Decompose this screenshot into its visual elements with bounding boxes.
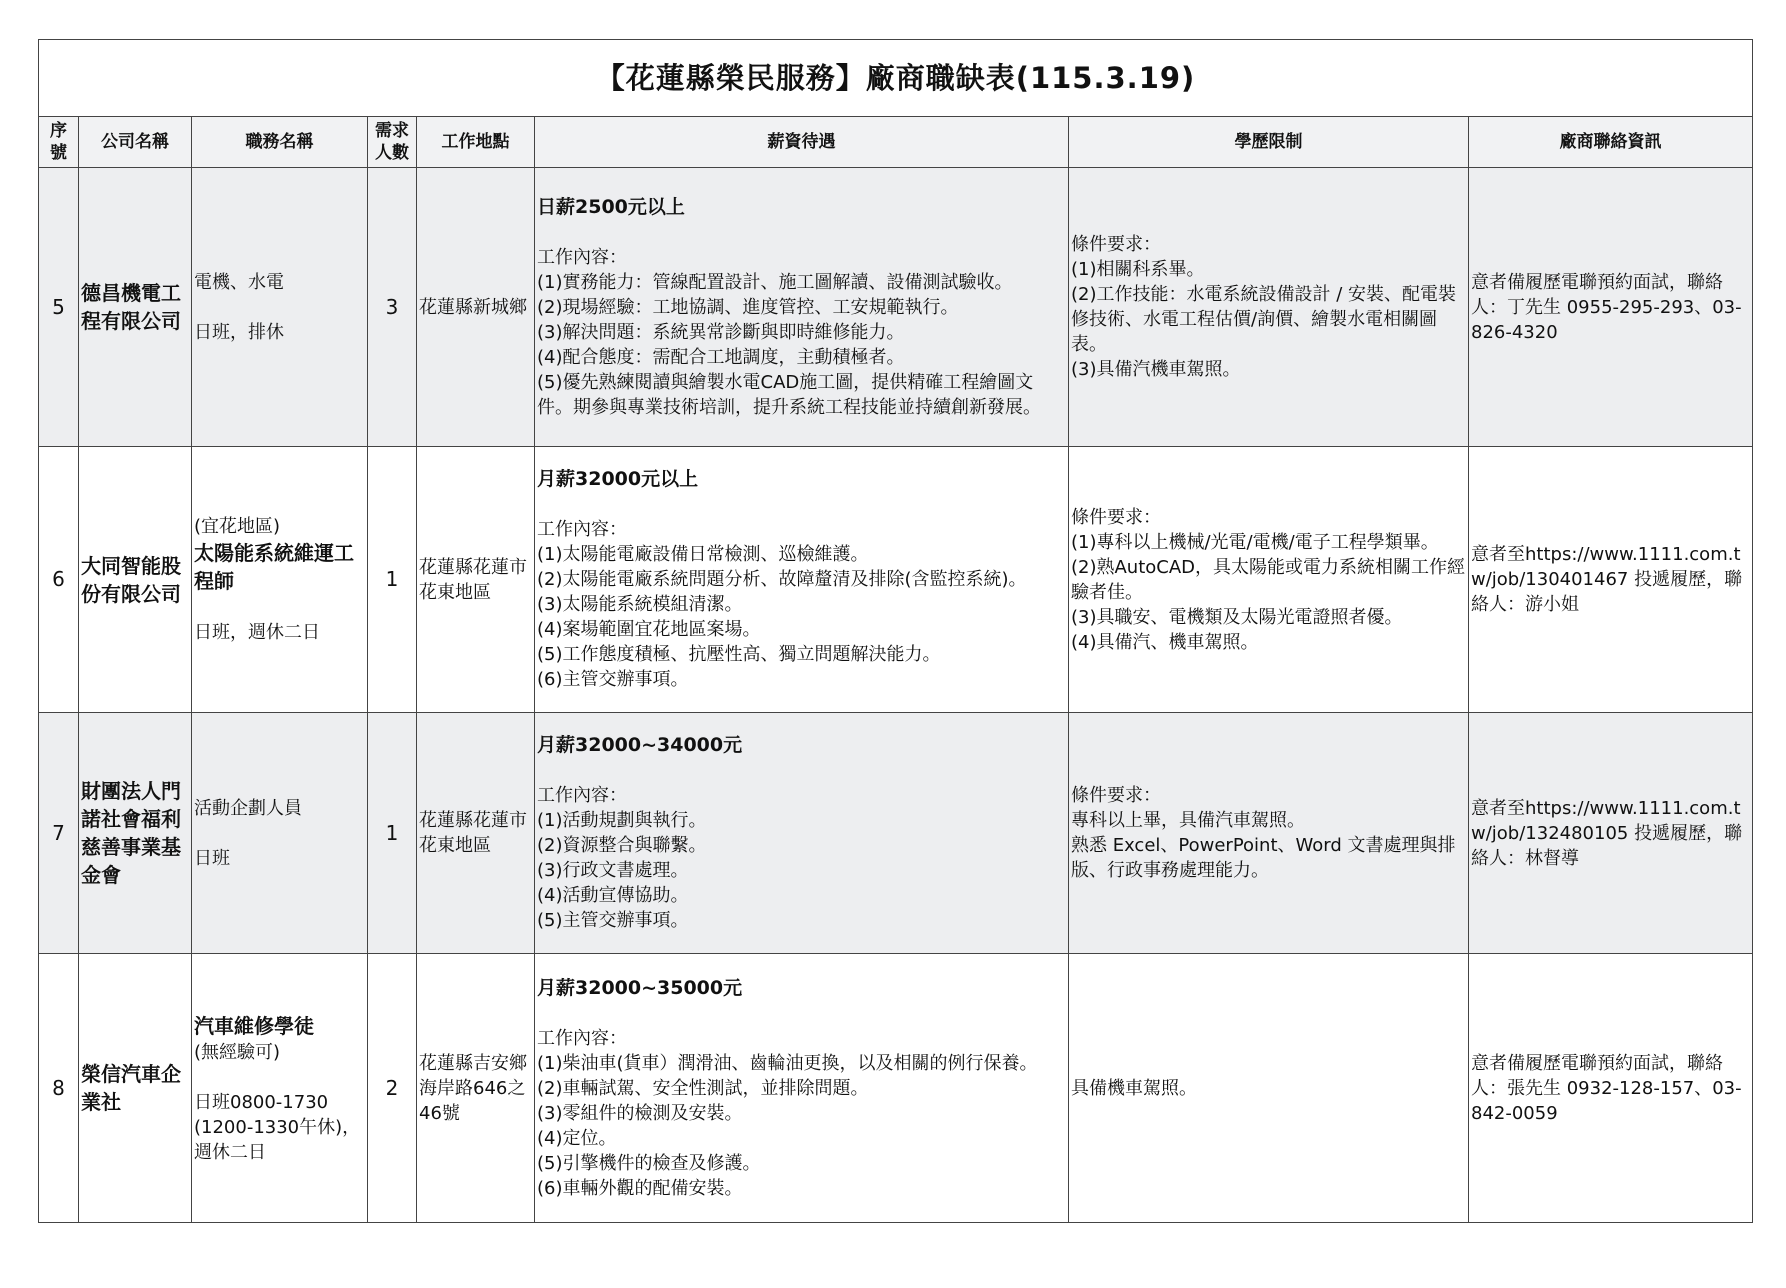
company-name: 財團法人門諾社會福利慈善事業基金會 xyxy=(79,713,192,954)
job-shift: 日班 xyxy=(194,847,230,869)
work-location: 花蓮縣花蓮市花東地區 xyxy=(417,713,535,954)
salary-details: 工作內容： (1)柴油車(貨車）潤滑油、齒輪油更換，以及相關的例行保養。 (2)車輛試駕、安全性測試，並排除問題。 (3)零組件的檢測及安裝。 (4)定位。 (5)引擎機件的檢查及修護。 (6)車輛外觀的配備安裝。 xyxy=(537,1027,1038,1199)
header-row xyxy=(39,117,1753,168)
table-row xyxy=(39,447,1753,713)
row-number: 7 xyxy=(39,713,79,954)
salary-cell xyxy=(535,447,1069,713)
salary-cell xyxy=(535,168,1069,447)
salary-headline: 日薪2500元以上 xyxy=(537,195,685,218)
header-no: 序 號 xyxy=(39,117,79,168)
job-shift: 日班，週休二日 xyxy=(194,622,320,643)
salary-cell xyxy=(535,954,1069,1223)
job-cell xyxy=(192,168,368,447)
job-shift: 日班，排休 xyxy=(194,321,284,343)
job-title: 電機、水電 xyxy=(194,271,284,293)
head-count: 2 xyxy=(368,954,417,1223)
job-title: 汽車維修學徒 xyxy=(194,1013,314,1038)
table-row xyxy=(39,713,1753,954)
salary-headline: 月薪32000~35000元 xyxy=(537,976,743,999)
table-row xyxy=(39,168,1753,447)
head-count: 3 xyxy=(368,168,417,447)
salary-headline: 月薪32000~34000元 xyxy=(537,734,743,756)
contact-info: 意者備履歷電聯預約面試，聯絡人：張先生 0932-128-157、03-842-0059 xyxy=(1469,954,1753,1223)
contact-info: 意者備履歷電聯預約面試，聯絡人：丁先生 0955-295-293、03-826-4320 xyxy=(1469,168,1753,447)
job-note: (無經驗可) xyxy=(194,1041,281,1063)
job-cell xyxy=(192,713,368,954)
education-requirements: 條件要求： (1)相關科系畢。 (2)工作技能：水電系統設備設計 / 安裝、配電裝修技術、水電工程估價/詢價、繪製水電相關圖表。 (3)具備汽機車駕照。 xyxy=(1069,168,1469,447)
header-count: 需求 人數 xyxy=(368,117,417,168)
page-title: 【花蓮縣榮民服務】廠商職缺表(115.3.19) xyxy=(39,40,1753,117)
header-contact: 廠商聯絡資訊 xyxy=(1469,117,1753,168)
head-count: 1 xyxy=(368,447,417,713)
header-company: 公司名稱 xyxy=(79,117,192,168)
header-location: 工作地點 xyxy=(417,117,535,168)
job-cell xyxy=(192,447,368,713)
row-number: 5 xyxy=(39,168,79,447)
company-name: 榮信汽車企業社 xyxy=(79,954,192,1223)
salary-headline: 月薪32000元以上 xyxy=(537,468,699,490)
header-job: 職務名稱 xyxy=(192,117,368,168)
job-title: 太陽能系統維運工程師 xyxy=(194,541,354,593)
job-region: (宜花地區) xyxy=(194,516,281,537)
salary-details: 工作內容： (1)活動規劃與執行。 (2)資源整合與聯繫。 (3)行政文書處理。 (4)活動宣傳協助。 (5)主管交辦事項。 xyxy=(537,785,707,931)
header-salary: 薪資待遇 xyxy=(535,117,1069,168)
job-vacancy-table xyxy=(38,39,1753,1223)
head-count: 1 xyxy=(368,713,417,954)
salary-details: 工作內容： (1)太陽能電廠設備日常檢測、巡檢維護。 (2)太陽能電廠系統問題分析、故障釐清及排除(含監控系統)。 (3)太陽能系統模組清潔。 (4)案場範圍宜花地區案場。 (5)工作態度積極、抗壓性高、獨立問題解決能力。 (6)主管交辦事項。 xyxy=(537,519,1027,690)
job-title: 活動企劃人員 xyxy=(194,797,302,819)
company-name: 德昌機電工程有限公司 xyxy=(79,168,192,447)
work-location: 花蓮縣吉安鄉海岸路646之46號 xyxy=(417,954,535,1223)
company-name: 大同智能股份有限公司 xyxy=(79,447,192,713)
table-row xyxy=(39,954,1753,1223)
row-number: 8 xyxy=(39,954,79,1223)
work-location: 花蓮縣花蓮市花東地區 xyxy=(417,447,535,713)
education-requirements: 條件要求： 專科以上畢，具備汽車駕照。 熟悉 Excel、PowerPoint、Word 文書處理與排版、行政事務處理能力。 xyxy=(1069,713,1469,954)
row-number: 6 xyxy=(39,447,79,713)
salary-cell xyxy=(535,713,1069,954)
education-requirements: 條件要求： (1)專科以上機械/光電/電機/電子工程學類畢。 (2)熟AutoCAD，具太陽能或電力系統相關工作經驗者佳。 (3)具職安、電機類及太陽光電證照者優。 (4)具備汽、機車駕照。 xyxy=(1069,447,1469,713)
job-cell xyxy=(192,954,368,1223)
salary-details: 工作內容： (1)實務能力：管線配置設計、施工圖解讀、設備測試驗收。 (2)現場經驗：工地協調、進度管控、工安規範執行。 (3)解決問題：系統異常診斷與即時維修能力。 (4)配合態度：需配合工地調度，主動積極者。 (5)優先熟練閱讀與繪製水電CAD施工圖，提供精確工程繪圖文件。期參與專業技術培訓，提升系統工程技能並持續創新發展。 xyxy=(537,246,1041,418)
contact-info: 意者至https://www.1111.com.tw/job/130401467 投遞履歷，聯絡人：游小姐 xyxy=(1469,447,1753,713)
header-education: 學歷限制 xyxy=(1069,117,1469,168)
education-requirements: 具備機車駕照。 xyxy=(1069,954,1469,1223)
contact-info: 意者至https://www.1111.com.tw/job/132480105 投遞履歷，聯絡人：林督導 xyxy=(1469,713,1753,954)
work-location: 花蓮縣新城鄉 xyxy=(417,168,535,447)
job-shift: 日班0800-1730 (1200-1330午休)，週休二日 xyxy=(194,1091,361,1163)
